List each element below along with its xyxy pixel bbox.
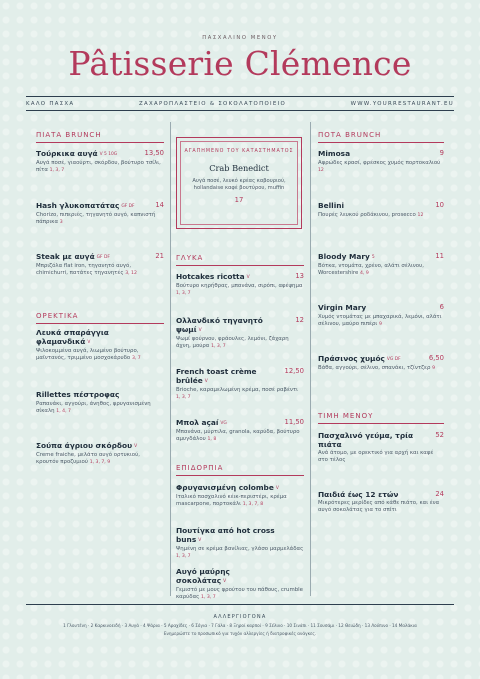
diet-tag: VG DF — [386, 357, 401, 362]
restaurant-title: Pâtisserie Clémence — [68, 44, 412, 83]
menu-item — [318, 201, 444, 219]
featured-label: ΑΓΑΠΗΜΕΝΟ ΤΟΥ ΚΑΤΑΣΤΗΜΑΤΟΣ — [184, 149, 294, 154]
item-name: Virgin Mary — [318, 303, 367, 312]
diet-tag: 5 — [371, 255, 375, 260]
menu-item — [318, 354, 444, 372]
header-rule-bottom — [26, 110, 454, 111]
section-drinks-heading: ΠΟΤΑ BRUNCH — [318, 131, 444, 143]
item-allergens: 12 — [318, 168, 324, 174]
featured-description: Αυγά ποσέ, λευκό κρέας καβουριού, hollandaise καφέ βουτύρου, muffin — [192, 178, 286, 191]
section-set-menu-heading: ΤΙΜΗ ΜΕΝΟΥ — [318, 412, 444, 424]
item-allergens: 3, 7 — [131, 356, 141, 362]
item-description: Μπριζόλα flat iron, τηγανητό αυγό, chimichurri, πατάτες τηγανητές — [36, 263, 132, 277]
allergen-list: 1 Γλουτένη · 2 Καρκινοειδή · 3 Αυγά · 4 Ψάρια · 5 Αραχίδες · 6 Σόγια · 7 Γάλα · 8 Ξηροί καρποί · 9 Σέλινο · 10 Σινάπι · 11 Σουσάμι · 12 Θειώδη · 13 Λούπινο · 14 Μαλάκια — [63, 623, 417, 628]
menu-item — [176, 316, 304, 350]
menu-item — [176, 483, 304, 508]
menu-item — [36, 252, 164, 277]
item-price: 12,50 — [284, 367, 304, 375]
menu-item — [176, 272, 304, 297]
item-name: Steak με αυγά — [36, 252, 95, 261]
item-price: 13 — [295, 272, 304, 280]
diet-tag: V — [275, 486, 279, 491]
item-allergens: 9 — [432, 366, 436, 371]
item-description: Γεμιστό με μους φρούτου του πάθους, crumble καρύδας — [176, 587, 303, 601]
diet-tag: V — [134, 444, 138, 449]
item-price: 12 — [295, 316, 304, 324]
item-price: 52 — [435, 431, 444, 439]
item-allergens: 1, 8 — [207, 437, 217, 443]
item-price: 10 — [435, 201, 444, 209]
item-price: 24 — [435, 490, 444, 498]
item-price: 14 — [155, 201, 164, 209]
diet-tag: V — [87, 340, 91, 345]
item-price: 6 — [439, 303, 444, 311]
menu-item — [176, 418, 304, 443]
item-name: Πασχαλινό γεύμα, τρία πιάτα — [318, 431, 414, 449]
featured-price: 17 — [234, 196, 244, 204]
item-allergens: 1, 3, 7 — [176, 291, 191, 297]
item-allergens: 1, 3, 7 — [201, 595, 216, 601]
menu-item — [318, 431, 444, 464]
menu-item — [176, 367, 304, 401]
item-price: 9 — [439, 149, 444, 157]
item-allergens: 9 — [378, 322, 382, 328]
column-divider-left — [170, 122, 171, 596]
item-description: Χυμός ντομάτας με μπαχαρικά, λεμόνι, αλάτι σέλινου, μαύρο πιπέρι — [318, 314, 442, 328]
diet-tag: V — [223, 579, 227, 584]
menu-eyebrow: ΠΑΣΧΑΛΙΝΟ ΜΕΝΟΥ — [202, 35, 278, 41]
menu-item — [318, 490, 444, 514]
featured-name: Crab Benedict — [209, 163, 269, 173]
item-name: Rillettes πέστροφας — [36, 390, 120, 399]
diet-tag: VG — [220, 421, 227, 426]
item-name: Ολλανδικό τηγανητό ψωμί — [176, 316, 263, 334]
diet-tag: V 5 10G — [99, 152, 118, 157]
item-description: Ψιλοκομμένα αυγά, λιωμένο βούτυρο, μαϊντανός, τριμμένο μοσχοκάρυδο — [36, 348, 139, 362]
item-description: Αυγά ποσέ, γιαούρτι, σκόρδου, βούτυρο τσίλι, πίτα — [36, 160, 161, 174]
item-name: Λευκά σπαράγγια φλαμανδικά — [36, 328, 109, 346]
greeting-text: ΚΑΛΟ ΠΑΣΧΑ — [26, 101, 75, 107]
item-allergens: 3 — [59, 220, 63, 226]
diet-tag: GF DF — [121, 204, 135, 209]
footer-rule — [26, 604, 454, 605]
featured-dish-inner — [180, 141, 298, 225]
item-description: Βούτυρο κηρήθρας, μπανάνα, σιρόπι, αφέψημα — [176, 283, 303, 289]
item-price: 21 — [155, 252, 164, 260]
item-description: Βότκα, ντομάτα, χρένο, αλάτι σέλινου, Worcestershire — [318, 263, 424, 277]
menu-item — [36, 201, 164, 226]
menu-item — [176, 526, 304, 560]
item-description: Ψωμί φούρνου, φράουλες, λεμόνι, ζάχαρη άχνη, μούρα — [176, 336, 289, 350]
item-name: Hotcakes ricotta — [176, 272, 245, 281]
item-name: Σούπα άγριου σκόρδου — [36, 441, 133, 450]
menu-item — [318, 252, 444, 277]
section-sweet-heading: ΓΛΥΚΑ — [176, 254, 304, 266]
item-allergens: 1, 3, 7 — [176, 395, 191, 401]
item-description: Ψημένη σε κρέμα βανίλιας, γλάσο μαρμελάδας — [176, 546, 304, 552]
diet-tag: V — [204, 379, 208, 384]
item-name: French toast crème brûlée — [176, 367, 257, 385]
item-description: Ιταλικό πασχαλινό κέικ-περιστέρι, κρέμα mascarpone, πορτοκάλι — [176, 494, 287, 508]
featured-dish-box — [176, 137, 302, 229]
shop-type-text: ΖΑΧΑΡΟΠΛΑΣΤΕΙΟ & ΣΟΚΟΛΑΤΟΠΟΙΕΙΟ — [139, 101, 287, 107]
item-name: Hash γλυκοπατάτας — [36, 201, 120, 210]
section-brunch-heading: ΠΙΑΤΑ BRUNCH — [36, 131, 164, 143]
diet-tag: V — [246, 275, 250, 280]
item-price: 11,50 — [284, 418, 304, 426]
item-name: Μπολ açaí — [176, 418, 219, 427]
header-subbar — [26, 101, 454, 107]
menu-item — [36, 390, 164, 415]
item-description: Ανά άτομο, με ορεκτικό για αρχή και καφέ στο τέλος — [318, 450, 434, 464]
menu-item — [36, 441, 164, 466]
column-divider-right — [310, 122, 311, 596]
diet-tag: GF DF — [96, 255, 110, 260]
item-name: Αυγό μαύρης σοκολάτας — [176, 567, 230, 585]
menu-item — [318, 149, 444, 174]
allergen-heading: ΑΛΛΕΡΓΙΟΓΟΝΑ — [213, 614, 267, 620]
item-name: Φρυγανισμένη colombe — [176, 483, 274, 492]
website-link[interactable]: WWW.YOURRESTAURANT.EU — [350, 101, 454, 107]
item-allergens: 1, 3, 7 — [49, 168, 65, 174]
menu-item — [176, 567, 304, 601]
item-description: Creme fraiche, μελάτο αυγό ορτυκιού, κρουτόν προζυμιού — [36, 452, 140, 466]
item-description: Brioche, καραμελωμένη κρέμα, ποσέ ραβέντι — [176, 387, 298, 393]
item-price: 13,50 — [144, 149, 164, 157]
item-description: Αφρώδες κρασί, φρέσκος χυμός πορτοκαλιού — [318, 160, 441, 166]
item-description: Μικρότερες μερίδες από κάθε πιάτο, και ένα αυγό σοκολάτας για το σπίτι — [318, 500, 440, 514]
diet-tag: V — [198, 328, 202, 333]
item-name: Τούρκικα αυγά — [36, 149, 98, 158]
item-price: 6,50 — [428, 354, 444, 362]
item-name: Πράσινος χυμός — [318, 354, 385, 363]
diet-tag: V — [198, 538, 202, 543]
item-name: Mimosa — [318, 149, 351, 158]
item-description: Ραπανάκι, αγγούρι, άνηθος, φρυγανισμένη σίκαλη — [36, 401, 151, 415]
item-allergens: 3, 12 — [125, 271, 137, 277]
item-description: Πουρές λευκού ροδάκινου, prosecco — [318, 212, 416, 218]
item-description: Βάθα, αγγούρι, σέλινο, σπανάκι, τζίντζερ — [318, 365, 431, 371]
allergen-note: Ενημερώστε το προσωπικό για τυχόν αλλεργίες ή διατροφικές ανάγκες. — [163, 631, 317, 636]
item-allergens: 12 — [417, 213, 424, 218]
header-rule-top — [26, 96, 454, 97]
menu-item — [318, 303, 444, 328]
item-name: Bellini — [318, 201, 345, 210]
item-allergens: 1, 4, 7 — [56, 409, 71, 415]
allergen-legend — [0, 614, 480, 636]
menu-item — [36, 328, 164, 362]
item-allergens: 4, 9 — [360, 271, 369, 277]
item-name: Παιδιά έως 12 ετών — [318, 490, 399, 499]
item-allergens: 1, 3, 7 — [211, 344, 226, 350]
section-desserts-heading: ΕΠΙΔΟΡΠΙΑ — [176, 464, 304, 476]
item-name: Bloody Mary — [318, 252, 370, 261]
item-description: Μπανάνα, μύρτιλα, granola, καρύδα, βούτυρο αμυγδάλου — [176, 429, 300, 443]
item-allergens: 1, 3, 7 — [176, 554, 191, 560]
menu-item — [36, 149, 164, 174]
item-allergens: 1, 3, 7, 9 — [89, 460, 111, 466]
item-description: Chorizo, πιπεριές, τηγανητό αυγό, καπνιστή πάπρικα — [36, 212, 156, 226]
item-name: Πουτίγκα από hot cross buns — [176, 526, 275, 544]
section-starters-heading: ΟΡΕΚΤΙΚΑ — [36, 312, 164, 324]
item-allergens: 1, 3, 7, 8 — [242, 502, 264, 508]
item-price: 11 — [435, 252, 444, 260]
